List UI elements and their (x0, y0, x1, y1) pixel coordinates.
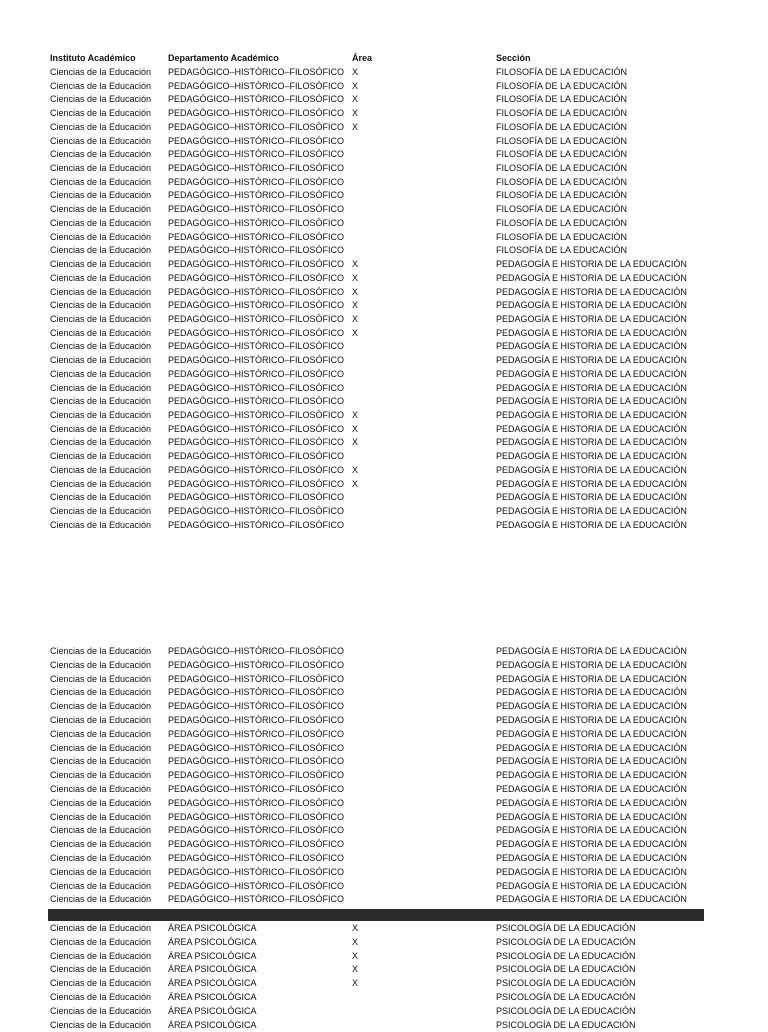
cell-seccion: PEDAGOGÍA E HISTORIA DE LA EDUCACIÓN (496, 811, 687, 822)
cell-departamento: PEDAGÓGICO–HISTÓRICO–FILOSÓFICO (168, 286, 345, 297)
cell-area: X (352, 978, 359, 989)
cell-area: X (352, 300, 359, 311)
cell-instituto: Ciencias de la Educación (50, 259, 152, 270)
table-row (0, 176, 768, 190)
cell-instituto: Ciencias de la Educación (50, 341, 152, 352)
table-row (0, 327, 768, 341)
table-row (0, 922, 768, 936)
cell-departamento: PEDAGÓGICO–HISTÓRICO–FILOSÓFICO (168, 245, 345, 256)
cell-departamento: PEDAGÓGICO–HISTÓRICO–FILOSÓFICO (168, 506, 345, 517)
cell-instituto: Ciencias de la Educación (50, 659, 152, 670)
cell-instituto: Ciencias de la Educación (50, 742, 152, 753)
cell-departamento: PEDAGÓGICO–HISTÓRICO–FILOSÓFICO (168, 423, 345, 434)
table-row (0, 80, 768, 94)
cell-seccion: FILOSOFÍA DE LA EDUCACIÓN (496, 94, 628, 105)
cell-instituto: Ciencias de la Educación (50, 176, 152, 187)
cell-seccion: PEDAGOGÍA E HISTORIA DE LA EDUCACIÓN (496, 368, 687, 379)
table-row (0, 963, 768, 977)
header-row (0, 52, 768, 66)
cell-departamento: PEDAGÓGICO–HISTÓRICO–FILOSÓFICO (168, 355, 345, 366)
cell-departamento: PEDAGÓGICO–HISTÓRICO–FILOSÓFICO (168, 742, 345, 753)
cell-instituto: Ciencias de la Educación (50, 286, 152, 297)
cell-instituto: Ciencias de la Educación (50, 770, 152, 781)
cell-instituto: Ciencias de la Educación (50, 784, 152, 794)
table-row (0, 368, 768, 382)
table-row (0, 769, 768, 783)
cell-seccion: PEDAGOGÍA E HISTORIA DE LA EDUCACIÓN (496, 646, 687, 656)
cell-instituto: Ciencias de la Educación (50, 231, 152, 242)
cell-instituto: Ciencias de la Educación (50, 756, 152, 767)
header-seccion: Sección (496, 53, 531, 63)
cell-instituto: Ciencias de la Educación (50, 300, 152, 311)
cell-instituto: Ciencias de la Educación (50, 149, 152, 160)
cell-departamento: PEDAGÓGICO–HISTÓRICO–FILOSÓFICO (168, 204, 345, 215)
table-row (0, 423, 768, 437)
table-row (0, 450, 768, 464)
cell-departamento: PEDAGÓGICO–HISTÓRICO–FILOSÓFICO (168, 715, 345, 725)
cell-departamento: ÁREA PSICOLÓGICA (168, 936, 257, 947)
cell-departamento: PEDAGÓGICO–HISTÓRICO–FILOSÓFICO (168, 341, 345, 352)
cell-instituto: Ciencias de la Educación (50, 382, 152, 393)
table-row (0, 880, 768, 894)
cell-departamento: PEDAGÓGICO–HISTÓRICO–FILOSÓFICO (168, 464, 345, 475)
cell-instituto: Ciencias de la Educación (50, 67, 152, 77)
table-row (0, 244, 768, 258)
cell-seccion: PEDAGOGÍA E HISTORIA DE LA EDUCACIÓN (496, 506, 687, 517)
table-row (0, 189, 768, 203)
cell-departamento: PEDAGÓGICO–HISTÓRICO–FILOSÓFICO (168, 67, 345, 77)
cell-departamento: ÁREA PSICOLÓGICA (168, 1019, 257, 1030)
table-row (0, 505, 768, 519)
table-row (0, 797, 768, 811)
cell-seccion: PEDAGOGÍA E HISTORIA DE LA EDUCACIÓN (496, 770, 687, 781)
cell-instituto: Ciencias de la Educación (50, 492, 152, 503)
cell-seccion: PEDAGOGÍA E HISTORIA DE LA EDUCACIÓN (496, 866, 687, 877)
cell-departamento: PEDAGÓGICO–HISTÓRICO–FILOSÓFICO (168, 797, 345, 808)
cell-area: X (352, 423, 359, 434)
table-row (0, 66, 768, 80)
cell-seccion: PEDAGOGÍA E HISTORIA DE LA EDUCACIÓN (496, 272, 687, 283)
table-row (0, 135, 768, 149)
table-row (0, 866, 768, 880)
table-row (0, 491, 768, 505)
cell-instituto: Ciencias de la Educación (50, 978, 152, 989)
cell-seccion: PEDAGOGÍA E HISTORIA DE LA EDUCACIÓN (496, 382, 687, 393)
cell-departamento: PEDAGÓGICO–HISTÓRICO–FILOSÓFICO (168, 687, 345, 698)
table-row (0, 659, 768, 673)
cell-seccion: PEDAGOGÍA E HISTORIA DE LA EDUCACIÓN (496, 396, 687, 407)
cell-area: X (352, 410, 359, 420)
cell-departamento: PEDAGÓGICO–HISTÓRICO–FILOSÓFICO (168, 272, 345, 283)
table-row (0, 1005, 768, 1019)
table-row (0, 714, 768, 728)
cell-instituto: Ciencias de la Educación (50, 866, 152, 877)
cell-seccion: PSICOLOGÍA DE LA EDUCACIÓN (496, 1019, 636, 1030)
cell-area: X (352, 437, 359, 448)
cell-area: X (352, 936, 359, 947)
cell-departamento: PEDAGÓGICO–HISTÓRICO–FILOSÓFICO (168, 121, 345, 132)
table-row (0, 436, 768, 450)
cell-seccion: PEDAGOGÍA E HISTORIA DE LA EDUCACIÓN (496, 797, 687, 808)
cell-seccion: FILOSOFÍA DE LA EDUCACIÓN (496, 245, 628, 256)
table-row (0, 162, 768, 176)
table-row (0, 811, 768, 825)
cell-instituto: Ciencias de la Educación (50, 880, 152, 891)
cell-departamento: PEDAGÓGICO–HISTÓRICO–FILOSÓFICO (168, 382, 345, 393)
table-row (0, 395, 768, 409)
cell-instituto: Ciencias de la Educación (50, 121, 152, 132)
cell-seccion: PEDAGOGÍA E HISTORIA DE LA EDUCACIÓN (496, 673, 687, 684)
cell-departamento: PEDAGÓGICO–HISTÓRICO–FILOSÓFICO (168, 176, 345, 187)
cell-instituto: Ciencias de la Educación (50, 163, 152, 174)
cell-seccion: PSICOLOGÍA DE LA EDUCACIÓN (496, 992, 636, 1002)
cell-seccion: PEDAGOGÍA E HISTORIA DE LA EDUCACIÓN (496, 423, 687, 434)
cell-instituto: Ciencias de la Educación (50, 437, 152, 448)
table-row (0, 478, 768, 492)
cell-area: X (352, 272, 359, 283)
cell-departamento: PEDAGÓGICO–HISTÓRICO–FILOSÓFICO (168, 396, 345, 407)
cell-departamento: PEDAGÓGICO–HISTÓRICO–FILOSÓFICO (168, 313, 345, 324)
cell-seccion: PEDAGOGÍA E HISTORIA DE LA EDUCACIÓN (496, 259, 687, 270)
table-row (0, 991, 768, 1005)
cell-seccion: PEDAGOGÍA E HISTORIA DE LA EDUCACIÓN (496, 880, 687, 891)
cell-departamento: PEDAGÓGICO–HISTÓRICO–FILOSÓFICO (168, 811, 345, 822)
cell-departamento: PEDAGÓGICO–HISTÓRICO–FILOSÓFICO (168, 478, 345, 489)
cell-departamento: PEDAGÓGICO–HISTÓRICO–FILOSÓFICO (168, 163, 345, 174)
cell-departamento: PEDAGÓGICO–HISTÓRICO–FILOSÓFICO (168, 451, 345, 462)
cell-seccion: FILOSOFÍA DE LA EDUCACIÓN (496, 149, 628, 160)
cell-instituto: Ciencias de la Educación (50, 313, 152, 324)
cell-instituto: Ciencias de la Educación (50, 950, 152, 961)
cell-departamento: PEDAGÓGICO–HISTÓRICO–FILOSÓFICO (168, 135, 345, 146)
cell-seccion: FILOSOFÍA DE LA EDUCACIÓN (496, 67, 628, 77)
cell-instituto: Ciencias de la Educación (50, 923, 152, 933)
cell-area: X (352, 80, 359, 91)
cell-seccion: PEDAGOGÍA E HISTORIA DE LA EDUCACIÓN (496, 451, 687, 462)
cell-instituto: Ciencias de la Educación (50, 410, 152, 420)
cell-instituto: Ciencias de la Educación (50, 811, 152, 822)
cell-area: X (352, 121, 359, 132)
cell-seccion: PSICOLOGÍA DE LA EDUCACIÓN (496, 950, 636, 961)
cell-area: X (352, 327, 359, 338)
cell-seccion: PSICOLOGÍA DE LA EDUCACIÓN (496, 936, 636, 947)
table-row (0, 203, 768, 217)
cell-departamento: PEDAGÓGICO–HISTÓRICO–FILOSÓFICO (168, 80, 345, 91)
table-row (0, 977, 768, 991)
cell-area: X (352, 478, 359, 489)
cell-area: X (352, 286, 359, 297)
table-row (0, 893, 768, 907)
cell-seccion: PEDAGOGÍA E HISTORIA DE LA EDUCACIÓN (496, 756, 687, 767)
cell-departamento: PEDAGÓGICO–HISTÓRICO–FILOSÓFICO (168, 866, 345, 877)
table-row (0, 824, 768, 838)
cell-seccion: PEDAGOGÍA E HISTORIA DE LA EDUCACIÓN (496, 853, 687, 863)
cell-seccion: PSICOLOGÍA DE LA EDUCACIÓN (496, 964, 636, 975)
table-row (0, 258, 768, 272)
cell-departamento: PEDAGÓGICO–HISTÓRICO–FILOSÓFICO (168, 231, 345, 242)
cell-departamento: PEDAGÓGICO–HISTÓRICO–FILOSÓFICO (168, 659, 345, 670)
cell-instituto: Ciencias de la Educación (50, 355, 152, 366)
cell-instituto: Ciencias de la Educación (50, 1019, 152, 1030)
cell-instituto: Ciencias de la Educación (50, 190, 152, 201)
cell-instituto: Ciencias de la Educación (50, 80, 152, 91)
cell-departamento: PEDAGÓGICO–HISTÓRICO–FILOSÓFICO (168, 327, 345, 338)
cell-departamento: PEDAGÓGICO–HISTÓRICO–FILOSÓFICO (168, 673, 345, 684)
table-row (0, 686, 768, 700)
table-row (0, 783, 768, 797)
cell-instituto: Ciencias de la Educación (50, 1005, 152, 1016)
cell-instituto: Ciencias de la Educación (50, 464, 152, 475)
cell-instituto: Ciencias de la Educación (50, 451, 152, 462)
cell-departamento: PEDAGÓGICO–HISTÓRICO–FILOSÓFICO (168, 894, 345, 905)
table-row (0, 299, 768, 313)
cell-seccion: PEDAGOGÍA E HISTORIA DE LA EDUCACIÓN (496, 728, 687, 739)
cell-departamento: PEDAGÓGICO–HISTÓRICO–FILOSÓFICO (168, 108, 345, 119)
cell-seccion: PSICOLOGÍA DE LA EDUCACIÓN (496, 978, 636, 989)
cell-seccion: PEDAGOGÍA E HISTORIA DE LA EDUCACIÓN (496, 839, 687, 850)
cell-instituto: Ciencias de la Educación (50, 478, 152, 489)
cell-instituto: Ciencias de la Educación (50, 217, 152, 228)
cell-area: X (352, 259, 359, 270)
cell-instituto: Ciencias de la Educación (50, 368, 152, 379)
cell-instituto: Ciencias de la Educación (50, 673, 152, 684)
cell-seccion: PEDAGOGÍA E HISTORIA DE LA EDUCACIÓN (496, 341, 687, 352)
cell-departamento: ÁREA PSICOLÓGICA (168, 964, 257, 975)
cell-departamento: PEDAGÓGICO–HISTÓRICO–FILOSÓFICO (168, 839, 345, 850)
cell-seccion: PEDAGOGÍA E HISTORIA DE LA EDUCACIÓN (496, 464, 687, 475)
cell-seccion: PEDAGOGÍA E HISTORIA DE LA EDUCACIÓN (496, 410, 687, 420)
table-row (0, 950, 768, 964)
cell-seccion: PEDAGOGÍA E HISTORIA DE LA EDUCACIÓN (496, 519, 687, 530)
cell-instituto: Ciencias de la Educación (50, 936, 152, 947)
cell-instituto: Ciencias de la Educación (50, 135, 152, 146)
cell-seccion: FILOSOFÍA DE LA EDUCACIÓN (496, 231, 628, 242)
cell-seccion: PSICOLOGÍA DE LA EDUCACIÓN (496, 923, 636, 933)
table-row (0, 519, 768, 533)
cell-area: X (352, 108, 359, 119)
cell-departamento: ÁREA PSICOLÓGICA (168, 923, 257, 933)
cell-area: X (352, 313, 359, 324)
cell-departamento: PEDAGÓGICO–HISTÓRICO–FILOSÓFICO (168, 300, 345, 311)
cell-seccion: PEDAGOGÍA E HISTORIA DE LA EDUCACIÓN (496, 492, 687, 503)
cell-seccion: FILOSOFÍA DE LA EDUCACIÓN (496, 108, 628, 119)
cell-departamento: ÁREA PSICOLÓGICA (168, 992, 257, 1002)
cell-seccion: PEDAGOGÍA E HISTORIA DE LA EDUCACIÓN (496, 742, 687, 753)
table-row (0, 121, 768, 135)
table-row (0, 728, 768, 742)
cell-instituto: Ciencias de la Educación (50, 992, 152, 1002)
cell-seccion: PEDAGOGÍA E HISTORIA DE LA EDUCACIÓN (496, 784, 687, 794)
cell-seccion: PEDAGOGÍA E HISTORIA DE LA EDUCACIÓN (496, 478, 687, 489)
cell-seccion: PSICOLOGÍA DE LA EDUCACIÓN (496, 1005, 636, 1016)
cell-departamento: PEDAGÓGICO–HISTÓRICO–FILOSÓFICO (168, 94, 345, 105)
cell-area: X (352, 923, 359, 933)
table-row (0, 673, 768, 687)
cell-instituto: Ciencias de la Educación (50, 964, 152, 975)
cell-departamento: ÁREA PSICOLÓGICA (168, 950, 257, 961)
table-row (0, 93, 768, 107)
header-area: Área (352, 53, 373, 63)
table-row (0, 272, 768, 286)
cell-area: X (352, 950, 359, 961)
table-row (0, 231, 768, 245)
table-row (0, 755, 768, 769)
cell-area: X (352, 67, 359, 77)
cell-instituto: Ciencias de la Educación (50, 825, 152, 836)
cell-departamento: PEDAGÓGICO–HISTÓRICO–FILOSÓFICO (168, 701, 345, 712)
table-row (0, 1019, 768, 1032)
cell-seccion: FILOSOFÍA DE LA EDUCACIÓN (496, 190, 628, 201)
cell-seccion: FILOSOFÍA DE LA EDUCACIÓN (496, 135, 628, 146)
cell-seccion: PEDAGOGÍA E HISTORIA DE LA EDUCACIÓN (496, 300, 687, 311)
table-row (0, 340, 768, 354)
cell-instituto: Ciencias de la Educación (50, 94, 152, 105)
cell-instituto: Ciencias de la Educación (50, 519, 152, 530)
table-row (0, 217, 768, 231)
table-row (0, 700, 768, 714)
header-departamento: Departamento Académico (168, 53, 279, 63)
cell-seccion: PEDAGOGÍA E HISTORIA DE LA EDUCACIÓN (496, 313, 687, 324)
header-instituto: Instituto Académico (50, 53, 136, 63)
cell-instituto: Ciencias de la Educación (50, 245, 152, 256)
cell-departamento: PEDAGÓGICO–HISTÓRICO–FILOSÓFICO (168, 519, 345, 530)
cell-instituto: Ciencias de la Educación (50, 423, 152, 434)
cell-instituto: Ciencias de la Educación (50, 894, 152, 905)
cell-departamento: PEDAGÓGICO–HISTÓRICO–FILOSÓFICO (168, 190, 345, 201)
cell-departamento: PEDAGÓGICO–HISTÓRICO–FILOSÓFICO (168, 853, 345, 863)
cell-seccion: FILOSOFÍA DE LA EDUCACIÓN (496, 176, 628, 187)
cell-departamento: PEDAGÓGICO–HISTÓRICO–FILOSÓFICO (168, 825, 345, 836)
table-row (0, 464, 768, 478)
cell-seccion: FILOSOFÍA DE LA EDUCACIÓN (496, 80, 628, 91)
cell-instituto: Ciencias de la Educación (50, 797, 152, 808)
cell-area: X (352, 464, 359, 475)
cell-departamento: PEDAGÓGICO–HISTÓRICO–FILOSÓFICO (168, 217, 345, 228)
cell-instituto: Ciencias de la Educación (50, 701, 152, 712)
cell-seccion: PEDAGOGÍA E HISTORIA DE LA EDUCACIÓN (496, 327, 687, 338)
cell-seccion: FILOSOFÍA DE LA EDUCACIÓN (496, 204, 628, 215)
cell-instituto: Ciencias de la Educación (50, 396, 152, 407)
cell-instituto: Ciencias de la Educación (50, 715, 152, 725)
cell-departamento: PEDAGÓGICO–HISTÓRICO–FILOSÓFICO (168, 756, 345, 767)
table-row (0, 382, 768, 396)
cell-seccion: FILOSOFÍA DE LA EDUCACIÓN (496, 163, 628, 174)
table-row (0, 838, 768, 852)
cell-instituto: Ciencias de la Educación (50, 204, 152, 215)
cell-departamento: PEDAGÓGICO–HISTÓRICO–FILOSÓFICO (168, 770, 345, 781)
cell-seccion: PEDAGOGÍA E HISTORIA DE LA EDUCACIÓN (496, 437, 687, 448)
table-row (0, 852, 768, 866)
cell-departamento: PEDAGÓGICO–HISTÓRICO–FILOSÓFICO (168, 368, 345, 379)
table-row (0, 936, 768, 950)
cell-departamento: PEDAGÓGICO–HISTÓRICO–FILOSÓFICO (168, 646, 345, 656)
cell-seccion: PEDAGOGÍA E HISTORIA DE LA EDUCACIÓN (496, 659, 687, 670)
cell-instituto: Ciencias de la Educación (50, 272, 152, 283)
cell-seccion: FILOSOFÍA DE LA EDUCACIÓN (496, 217, 628, 228)
cell-seccion: PEDAGOGÍA E HISTORIA DE LA EDUCACIÓN (496, 286, 687, 297)
cell-instituto: Ciencias de la Educación (50, 506, 152, 517)
cell-instituto: Ciencias de la Educación (50, 853, 152, 863)
cell-departamento: PEDAGÓGICO–HISTÓRICO–FILOSÓFICO (168, 410, 345, 420)
cell-seccion: PEDAGOGÍA E HISTORIA DE LA EDUCACIÓN (496, 355, 687, 366)
cell-instituto: Ciencias de la Educación (50, 646, 152, 656)
cell-departamento: PEDAGÓGICO–HISTÓRICO–FILOSÓFICO (168, 492, 345, 503)
table-row (0, 286, 768, 300)
cell-departamento: ÁREA PSICOLÓGICA (168, 1005, 257, 1016)
cell-area: X (352, 94, 359, 105)
cell-departamento: PEDAGÓGICO–HISTÓRICO–FILOSÓFICO (168, 880, 345, 891)
cell-seccion: FILOSOFÍA DE LA EDUCACIÓN (496, 121, 628, 132)
table-row (0, 313, 768, 327)
cell-seccion: PEDAGOGÍA E HISTORIA DE LA EDUCACIÓN (496, 701, 687, 712)
cell-departamento: PEDAGÓGICO–HISTÓRICO–FILOSÓFICO (168, 259, 345, 270)
cell-departamento: PEDAGÓGICO–HISTÓRICO–FILOSÓFICO (168, 437, 345, 448)
cell-departamento: ÁREA PSICOLÓGICA (168, 978, 257, 989)
table-row (0, 409, 768, 423)
cell-instituto: Ciencias de la Educación (50, 687, 152, 698)
cell-seccion: PEDAGOGÍA E HISTORIA DE LA EDUCACIÓN (496, 687, 687, 698)
cell-seccion: PEDAGOGÍA E HISTORIA DE LA EDUCACIÓN (496, 894, 687, 905)
section-divider-bar (48, 909, 704, 921)
table-row (0, 742, 768, 756)
table-row (0, 107, 768, 121)
table-row (0, 645, 768, 659)
cell-instituto: Ciencias de la Educación (50, 728, 152, 739)
cell-seccion: PEDAGOGÍA E HISTORIA DE LA EDUCACIÓN (496, 825, 687, 836)
table-row (0, 354, 768, 368)
table-row (0, 148, 768, 162)
cell-departamento: PEDAGÓGICO–HISTÓRICO–FILOSÓFICO (168, 784, 345, 794)
cell-departamento: PEDAGÓGICO–HISTÓRICO–FILOSÓFICO (168, 149, 345, 160)
cell-instituto: Ciencias de la Educación (50, 108, 152, 119)
cell-area: X (352, 964, 359, 975)
cell-departamento: PEDAGÓGICO–HISTÓRICO–FILOSÓFICO (168, 728, 345, 739)
cell-instituto: Ciencias de la Educación (50, 839, 152, 850)
cell-seccion: PEDAGOGÍA E HISTORIA DE LA EDUCACIÓN (496, 715, 687, 725)
cell-instituto: Ciencias de la Educación (50, 327, 152, 338)
